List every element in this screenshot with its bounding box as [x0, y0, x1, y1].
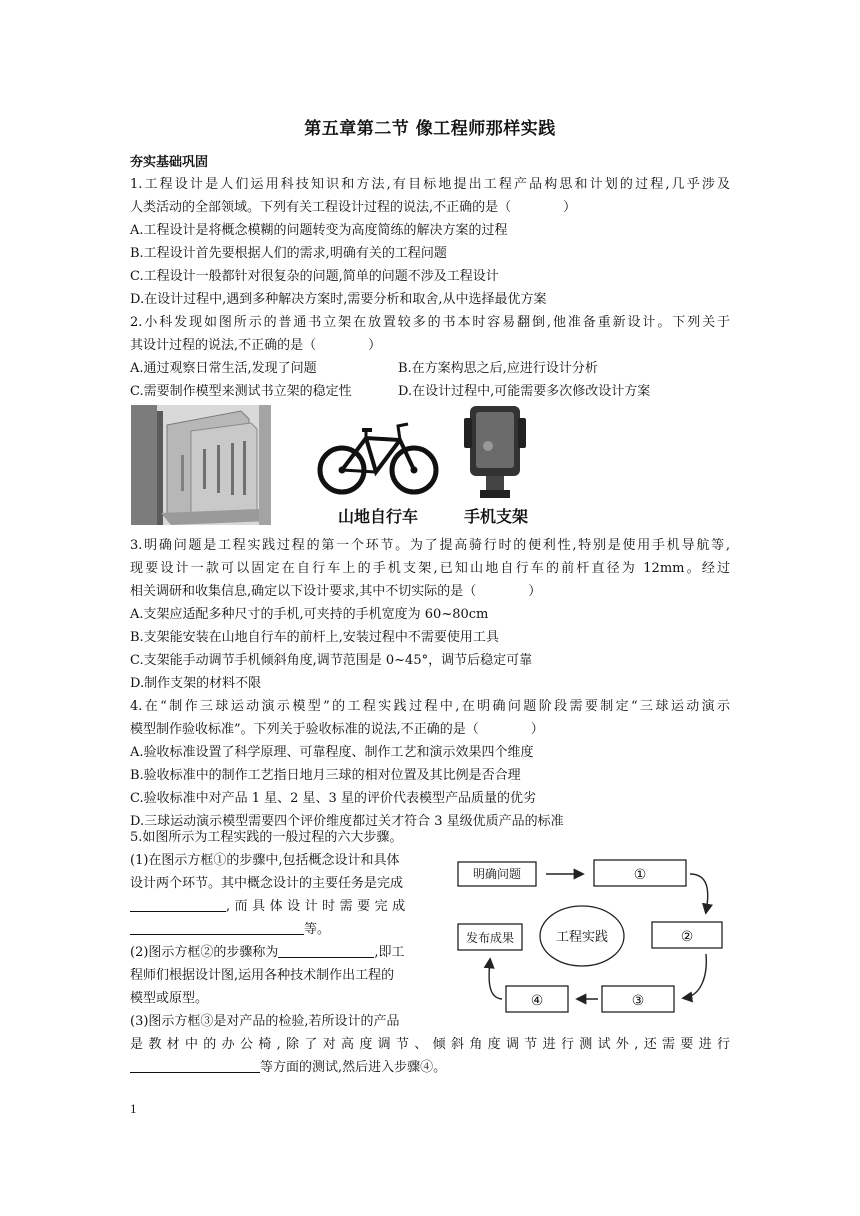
q5-p1-line4: [130, 918, 330, 941]
q5-p2-line3: 模型或原型。: [130, 991, 209, 1006]
q5-p1-line1: (1)在图示方框①的步骤中,包括概念设计和具体: [130, 853, 400, 868]
q3-option-d: D.制作支架的材料不限: [130, 676, 262, 691]
q3-option-a: A.支架应适配多种尺寸的手机,可夹持的手机宽度为 60~80cm: [130, 607, 489, 622]
center-label: 工程实践: [555, 930, 609, 945]
answer-blank-1[interactable]: [130, 896, 226, 912]
q4-stem-line1: 4.在“制作三球运动演示模型”的工程实践过程中,在明确问题阶段需要制定“三球运动演示: [130, 699, 730, 714]
q1-option-a: A.工程设计是将概念模糊的问题转变为高度简练的解决方案的过程: [130, 223, 508, 238]
q5-p2-line1: [130, 941, 405, 964]
mountain-bike-image: [316, 410, 441, 528]
q1-option-b: B.工程设计首先要根据人们的需求,明确有关的工程问题: [130, 246, 447, 261]
bookend-photo: [131, 405, 271, 525]
arrow-4-to-publish: [489, 960, 502, 999]
step-box-1-label: ①: [633, 867, 647, 883]
q4-option-b: B.验收标准中的制作工艺指日地月三球的相对位置及其比例是否合理: [130, 768, 521, 783]
q2-option-c: C.需要制作模型来测试书立架的稳定性: [130, 384, 352, 399]
q5-p3-line3-text: 等方面的测试,然后进入步骤④。: [260, 1060, 447, 1075]
q4-option-a: A.验收标准设置了科学原理、可靠程度、制作工艺和演示效果四个维度: [130, 745, 534, 760]
q4-option-c: C.验收标准中对产品 1 星、2 星、3 星的评价代表模型产品质量的优劣: [130, 791, 536, 806]
arrow-2-to-3: [684, 954, 706, 998]
phone-holder-image: [452, 402, 542, 528]
answer-blank-4[interactable]: [130, 1057, 260, 1073]
box-define-label: 明确问题: [472, 867, 522, 881]
answer-blank-2[interactable]: [130, 919, 304, 935]
q5-p2-line1-text-a: (2)图示方框②的步骤称为: [130, 945, 279, 960]
q2-option-b: B.在方案构思之后,应进行设计分析: [398, 361, 598, 376]
phone-holder-icon: [464, 406, 526, 498]
q2-option-a: A.通过观察日常生活,发现了问题: [130, 361, 317, 376]
engineering-process-diagram: [452, 850, 730, 1020]
answer-blank-3[interactable]: [278, 942, 374, 958]
q2-option-d: D.在设计过程中,可能需要多次修改设计方案: [398, 384, 651, 399]
q5-p3-line1: (3)图示方框③是对产品的检验,若所设计的产品: [130, 1014, 400, 1029]
q1-stem-line1: 1.工程设计是人们运用科技知识和方法,有目标地提出工程产品构思和计划的过程,几乎涉及: [130, 177, 730, 192]
box-publish-label: 发布成果: [465, 931, 515, 945]
q3-option-c: C.支架能手动调节手机倾斜角度,调节范围是 0~45°，调节后稳定可靠: [130, 653, 533, 668]
q5-p1-line4-text: 等。: [304, 922, 331, 937]
step-box-2-label: ②: [680, 929, 694, 945]
step-box-4-label: ④: [530, 993, 544, 1009]
q3-stem-line3: 相关调研和收集信息,确定以下设计要求,其中不切实际的是（ ）: [130, 584, 542, 599]
q2-stem-line1: 2.小科发现如图所示的普通书立架在放置较多的书本时容易翻倒,他准备重新设计。下列关于: [130, 315, 730, 330]
bike-icon: [320, 424, 436, 492]
q5-p3-line2: 是教材中的办公椅,除了对高度调节、倾斜角度调节进行测试外,还需要进行: [130, 1037, 730, 1052]
q5-p3-line3: [130, 1056, 446, 1079]
holder-caption: 手机支架: [463, 507, 529, 526]
q3-stem-line2: 现要设计一款可以固定在自行车上的手机支架,已知山地自行车的前杆直径为 12mm。经过: [130, 561, 730, 576]
page-number: 1: [130, 1101, 137, 1116]
section-heading: 夯实基础巩固: [130, 155, 209, 170]
q1-stem-line2: 人类活动的全部领域。下列有关工程设计过程的说法,不正确的是（ ）: [130, 200, 577, 215]
q5-p1-line2: 设计两个环节。其中概念设计的主要任务是完成: [130, 876, 404, 891]
q5-p1-line3-text: ,而具体设计时需要完成: [226, 899, 410, 914]
q3-stem-line1: 3.明确问题是工程实践过程的第一个环节。为了提高骑行时的便利性,特别是使用手机导航等,: [130, 538, 730, 553]
q4-option-d: D.三球运动演示模型需要四个评价维度都过关才符合 3 星级优质产品的标准: [130, 814, 564, 829]
q2-options-row2: [130, 380, 730, 403]
q5-p2-line2: 程师们根据设计图,运用各种技术制作出工程的: [130, 968, 395, 983]
q5-p2-line1-text-b: ,即工: [374, 945, 405, 960]
q1-option-c: C.工程设计一般都针对很复杂的问题,简单的问题不涉及工程设计: [130, 269, 499, 284]
q5-stem: 5.如图所示为工程实践的一般过程的六大步骤。: [130, 830, 403, 845]
q4-stem-line2: 模型制作验收标准”。下列关于验收标准的说法,不正确的是（ ）: [130, 722, 544, 737]
step-box-3-label: ③: [631, 993, 645, 1009]
q3-option-b: B.支架能安装在山地自行车的前杆上,安装过程中不需要使用工具: [130, 630, 499, 645]
arrow-1-to-2: [690, 874, 708, 912]
q1-option-d: D.在设计过程中,遇到多种解决方案时,需要分析和取舍,从中选择最优方案: [130, 292, 547, 307]
q2-options-row1: [130, 357, 730, 380]
q2-stem-line2: 其设计过程的说法,不正确的是（ ）: [130, 338, 382, 353]
bike-caption: 山地自行车: [337, 507, 419, 526]
q5-p1-line3: [130, 895, 410, 918]
page-title: 第五章第二节 像工程师那样实践: [304, 119, 556, 139]
